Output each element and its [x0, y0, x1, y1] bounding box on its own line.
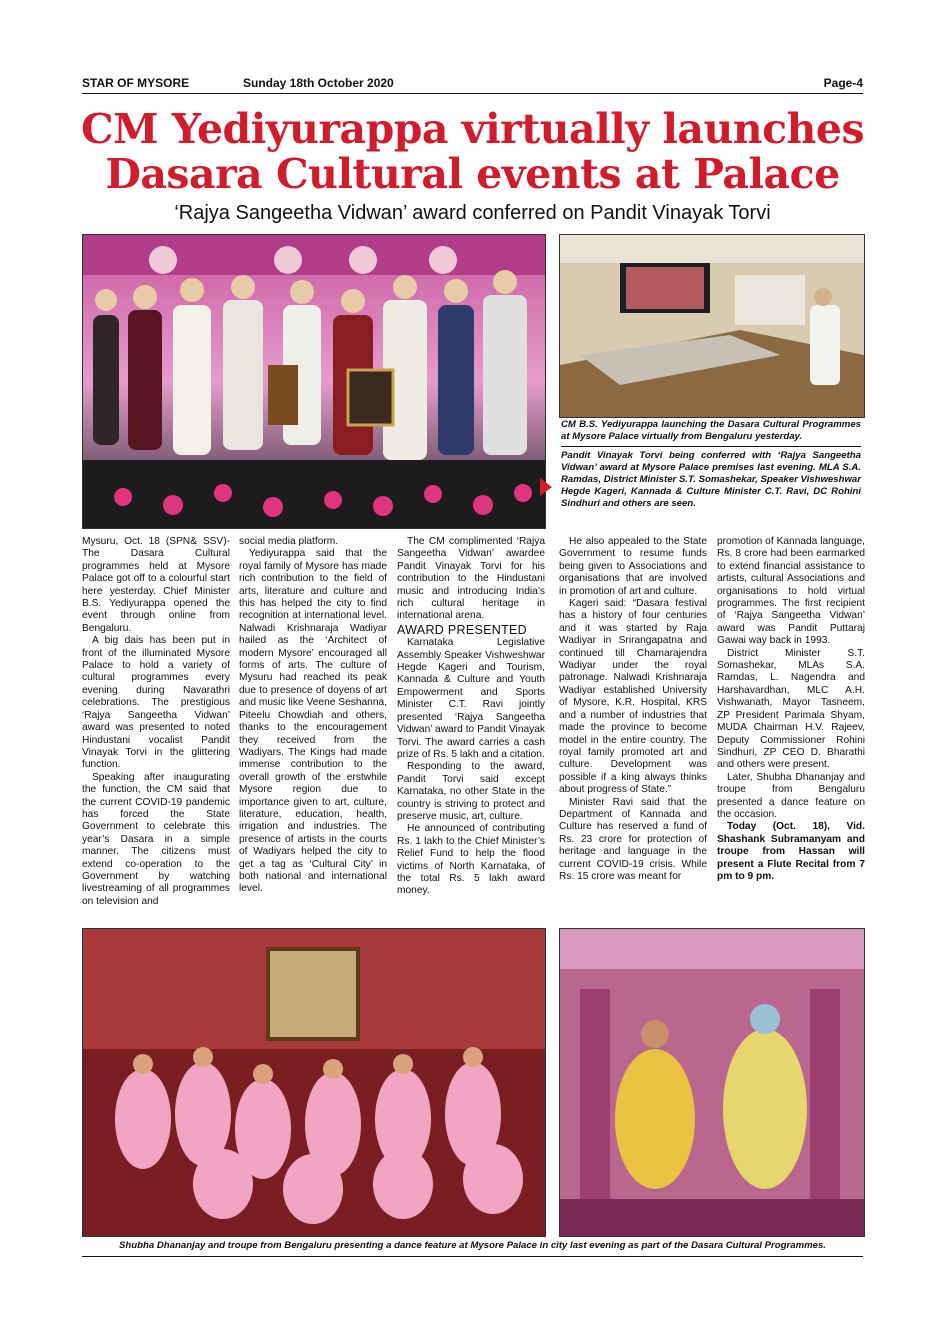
- award-caption: Pandit Vinayak Torvi being conferred with ‘Rajya Sangeetha Vidwan’ award at Mysore Palace premises last evening. MLA S.A. Ramdas, District Minister S.T. Somashekar, Speaker Vishweshwar Hegde Kageri, Kannada & Culture Minister C.T. Ravi, DC Rohini Sindhuri and others are seen.: [561, 450, 861, 509]
- paragraph: social media platform.: [239, 536, 339, 547]
- paragraph: He announced of contributing Rs. 1 lakh to the Chief Minister’s Relief Fund to help the flood victims of North Karnataka, of the total Rs. 5 lakh award money.: [397, 823, 545, 897]
- vc-launch-caption: CM B.S. Yediyurappa launching the Dasara Cultural Programmes at Mysore Palace virtually from Bengaluru yesterday.: [561, 419, 861, 442]
- article-column-5: [717, 536, 865, 883]
- paragraph: Later, Shubha Dhananjay and troupe from Bengaluru presented a dance feature on the occasion.: [717, 771, 865, 820]
- subheadline: ‘Rajya Sangeetha Vidwan’ award conferred on Pandit Vinayak Torvi: [174, 202, 771, 224]
- paragraph: A big dais has been put in front of the illuminated Mysore Palace to hold a variety of cultural programmes every evening during Navarathri celebrations. The prestigious ‘Rajya Sangeetha Vidwan’ award was presented to noted Hindustani vocalist Pandit Vinayak Torvi in the glittering function.: [82, 635, 230, 771]
- paragraph: The CM complimented ‘Rajya Sangeetha Vidwan’ awardee Pandit Vinayak Torvi for his contribution to the Hindustani music and introducing India’s rich cultural heritage in international arena.: [397, 536, 545, 622]
- paragraph: promotion of Kannada language, Rs. 8 crore had been earmarked to extend financial assistance to artists, cultural Associations and organisations to hold virtual programmes. The first recipient of ‘Rajya Sangeetha Vidwan’ award was Pandit Puttaraj Gawai way back in 1993.: [717, 536, 865, 647]
- paragraph: Responding to the award, Pandit Torvi said except Karnataka, no other State in the country is striving to protect and preserve music, art, culture.: [397, 761, 545, 822]
- dance-caption: Shubha Dhananjay and troupe from Bengaluru presenting a dance feature at Mysore Palace in city last evening as part of the Dasara Cultural Programmes.: [119, 1240, 826, 1251]
- publication-name: STAR OF MYSORE: [82, 76, 190, 90]
- paragraph: He also appealed to the State Government to resume funds being given to Associations and organisations that are involved in promotion of art and culture.: [559, 536, 707, 597]
- footer-rule: [82, 1256, 863, 1257]
- article-column-2: [239, 536, 387, 896]
- vc-launch-photo: [559, 234, 865, 418]
- event-notice: Today (Oct. 18), Vid. Shashank Subramanyam and troupe from Hassan will present a Flute Recital from 7 pm to 9 pm.: [717, 821, 865, 882]
- paragraph: Karnataka Legislative Assembly Speaker Vishweshwar Hegde Kageri and Tourism, Kannada & Culture and Youth Empowerment and Sports Minister C.T. Ravi jointly presented ‘Rajya Sangeetha Vidwan’ award to Pandit Vinayak Torvi. The award carries a cash prize of Rs. 5 lakh and a citation.: [397, 637, 545, 760]
- masthead: [82, 76, 863, 92]
- article-column-1: [82, 536, 230, 908]
- dance-photo-duo: [559, 928, 865, 1237]
- award-photo: [82, 234, 546, 529]
- article-column-3: [397, 536, 545, 898]
- dance-photo-troupe: [82, 928, 546, 1237]
- paragraph: Yediyurappa said that the royal family of Mysore has made rich contribution to the field of arts, literature and culture and this has helped the city to find recognition at international level. Nalwadi Krishnaraja Wadiyar hailed as the ‘Architect of modern Mysore’ encouraged all forms of arts. The culture of Mysuru had reached its peak due to presence of doyens of art and music like Veene Seshanna, Piteelu Chowdiah and others, thanks to the encouragement they received from the Wadiyars. The Kings had made immense contribution to the overall growth of the erstwhile Mysore region due to importance given to art, culture, literature, education, health, irrigation and industries. The presence of artists in the courts of Wadiyars helped the city to get a tag as ‘Cultural City’ in both national and international level.: [239, 548, 387, 895]
- section-heading: AWARD PRESENTED: [397, 622, 527, 637]
- page-number: Page-4: [823, 76, 863, 90]
- headline-line-1: CM Yediyurappa virtually launches: [80, 105, 865, 153]
- caption-divider: [561, 446, 861, 447]
- pointer-arrow: [540, 478, 552, 496]
- paragraph: Mysuru, Oct. 18 (SPN& SSV)- The Dasara Cultural programmes held at Mysore Palace got off to a colourful start here yesterday. Chief Minister B.S. Yediyurappa opened the event through online from Bengaluru.: [82, 536, 230, 634]
- headline-line-2: Dasara Cultural events at Palace: [105, 150, 840, 198]
- paragraph: District Minister S.T. Somashekar, MLAs S.A. Ramdas, L. Nagendra and Harshavardhan, MLC A.H. Vishwanath, Mayor Tasneem, ZP President Parimala Shyam, MUDA Chairman H.V. Rajeev, Deputy Commissioner Rohini Sindhuri, ZP CEO D. Bharathi and others were present.: [717, 647, 865, 771]
- paragraph: Minister Ravi said that the Department of Kannada and Culture has reserved a fund of Rs. 23 crore for protection of heritage and language in the current COVID-19 crisis. While Rs. 15 crore was meant for: [559, 796, 707, 882]
- masthead-rule: [82, 93, 863, 94]
- article-column-4: [559, 536, 707, 883]
- paragraph: Speaking after inaugurating the function, the CM said that the current COVID-19 pandemic has forced the State Government to celebrate this year’s Dasara in a simple manner. The citizens must extend co-operation to the Government by watching livestreaming of all programmes on television and: [82, 771, 230, 907]
- issue-date: Sunday 18th October 2020: [243, 76, 394, 90]
- paragraph: Kageri said: “Dasara festival has a history of four centuries and it was started by Raja Wadiyar in Srirangapatna and continued till Chamarajendra Wadiyar under the royal patronage. Nalwadi Krishnaraja Wadiyar established University of Mysore, K.R. Hospital, KRS and a number of industries that made the province to become model in the entire country. The royal family promoted art and culture. Development was possible if a king always thinks about progress of State.”: [559, 598, 707, 796]
